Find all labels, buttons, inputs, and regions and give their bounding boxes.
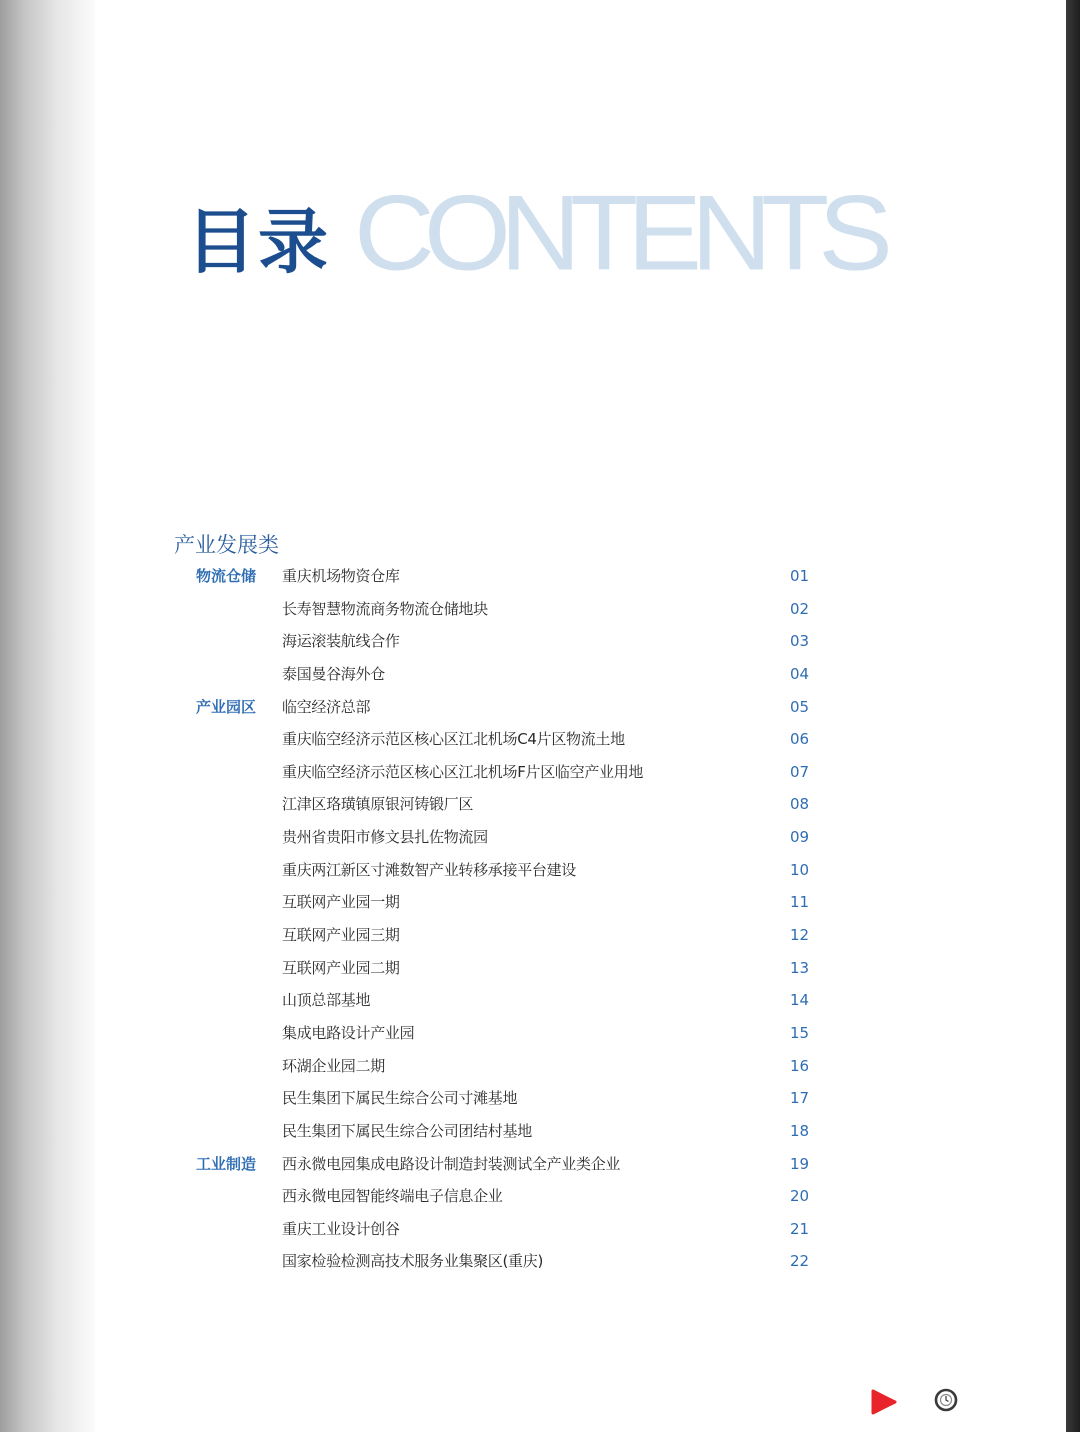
toc-row[interactable] [196, 1115, 816, 1148]
toc-row[interactable] [196, 625, 816, 658]
toc-page-number: 02 [790, 599, 810, 618]
toc-entry-title: 临空经济总部 [282, 697, 371, 716]
toc-row[interactable] [196, 854, 816, 887]
play-button[interactable] [868, 1387, 898, 1417]
toc-entry-title: 山顶总部基地 [282, 991, 371, 1010]
heading-chinese: 目录 [186, 201, 330, 283]
toc-entry-title: 西永微电园智能终端电子信息企业 [282, 1187, 503, 1206]
toc-entry-title: 江津区珞璜镇原银河铸锻厂区 [282, 795, 474, 814]
toc-entry-title: 民生集团下属民生综合公司团结村基地 [282, 1121, 532, 1140]
toc-row[interactable] [196, 1017, 816, 1050]
toc-row[interactable] [196, 756, 816, 789]
toc-page-number: 17 [790, 1089, 810, 1108]
toc-category: 工业制造 [196, 1154, 257, 1173]
toc-entry-title: 重庆临空经济示范区核心区江北机场F片区临空产业用地 [282, 762, 644, 781]
toc-entry-title: 贵州省贵阳市修文县扎佐物流园 [282, 828, 488, 847]
toc-page-number: 21 [790, 1219, 810, 1238]
toc-row[interactable] [196, 1213, 816, 1246]
toc-category: 产业园区 [196, 697, 257, 716]
toc-page-number: 03 [790, 632, 810, 651]
toc-page-number: 20 [790, 1187, 810, 1206]
toc-page-number: 22 [790, 1252, 810, 1271]
toc-page-number: 08 [790, 795, 810, 814]
toc-entry-title: 泰国曼谷海外仓 [282, 664, 385, 683]
toc-row[interactable] [196, 821, 816, 854]
toc-entry-title: 重庆机场物资仓库 [282, 567, 400, 585]
section-title: 产业发展类 [174, 533, 279, 557]
toc-page-number: 07 [790, 762, 810, 781]
page-binding-shadow [0, 0, 95, 1432]
toc-page-number: 04 [790, 664, 810, 683]
toc-row[interactable] [196, 1180, 816, 1213]
toc-row[interactable] [196, 1082, 816, 1115]
toc-entry-title: 重庆工业设计创谷 [282, 1219, 400, 1238]
toc-row[interactable] [196, 886, 816, 919]
play-icon [868, 1387, 898, 1417]
toc-entry-title: 重庆两江新区寸滩数智产业转移承接平台建设 [282, 860, 577, 879]
toc-entry-title: 互联网产业园二期 [282, 958, 400, 977]
toc-entry-title: 互联网产业园一期 [282, 893, 400, 912]
toc-entry-title: 集成电路设计产业园 [282, 1023, 415, 1042]
toc-page-number: 14 [790, 991, 810, 1010]
toc-row[interactable] [196, 1148, 816, 1181]
toc-row[interactable] [196, 691, 816, 724]
clock-button[interactable] [932, 1386, 960, 1414]
toc-category: 物流仓储 [196, 567, 257, 585]
toc-page-number: 18 [790, 1121, 810, 1140]
toc-row[interactable] [196, 593, 816, 626]
toc-row[interactable] [196, 658, 816, 691]
toc-entry-title: 海运滚装航线合作 [282, 632, 400, 651]
toc-row[interactable] [196, 1050, 816, 1083]
toc-page-number: 15 [790, 1023, 810, 1042]
toc-row[interactable] [196, 919, 816, 952]
toc-entry-title: 长寿智慧物流商务物流仓储地块 [282, 599, 488, 618]
toc-page-number: 05 [790, 697, 810, 716]
heading-english: CONTENTS [354, 173, 882, 293]
toc-entry-title: 环湖企业园二期 [282, 1056, 385, 1075]
toc-entry-title: 互联网产业园三期 [282, 926, 400, 945]
toc-row[interactable] [196, 723, 816, 756]
toc-row[interactable] [196, 952, 816, 985]
toc-row[interactable] [196, 984, 816, 1017]
toc-entry-title: 西永微电园集成电路设计制造封装测试全产业类企业 [282, 1154, 621, 1173]
toc-page-number: 09 [790, 828, 810, 847]
toc-page-number: 12 [790, 926, 810, 945]
toc-entry-title: 重庆临空经济示范区核心区江北机场C4片区物流土地 [282, 730, 625, 749]
toc-page-number: 16 [790, 1056, 810, 1075]
toc-page-number: 11 [790, 893, 810, 912]
screen-edge [1066, 0, 1080, 1432]
toc-entry-title: 国家检验检测高技术服务业集聚区(重庆) [282, 1252, 544, 1271]
toc-page-number: 10 [790, 860, 810, 879]
toc-page-number: 13 [790, 958, 810, 977]
toc-entry-title: 民生集团下属民生综合公司寸滩基地 [282, 1089, 518, 1108]
toc-page-number: 06 [790, 730, 810, 749]
toc-page-number: 01 [790, 567, 810, 585]
toc-page-number: 19 [790, 1154, 810, 1173]
toc-row[interactable] [196, 1245, 816, 1278]
table-of-contents [196, 560, 816, 1278]
toc-row[interactable] [196, 788, 816, 821]
toc-row[interactable] [196, 560, 816, 593]
clock-icon [932, 1386, 960, 1414]
